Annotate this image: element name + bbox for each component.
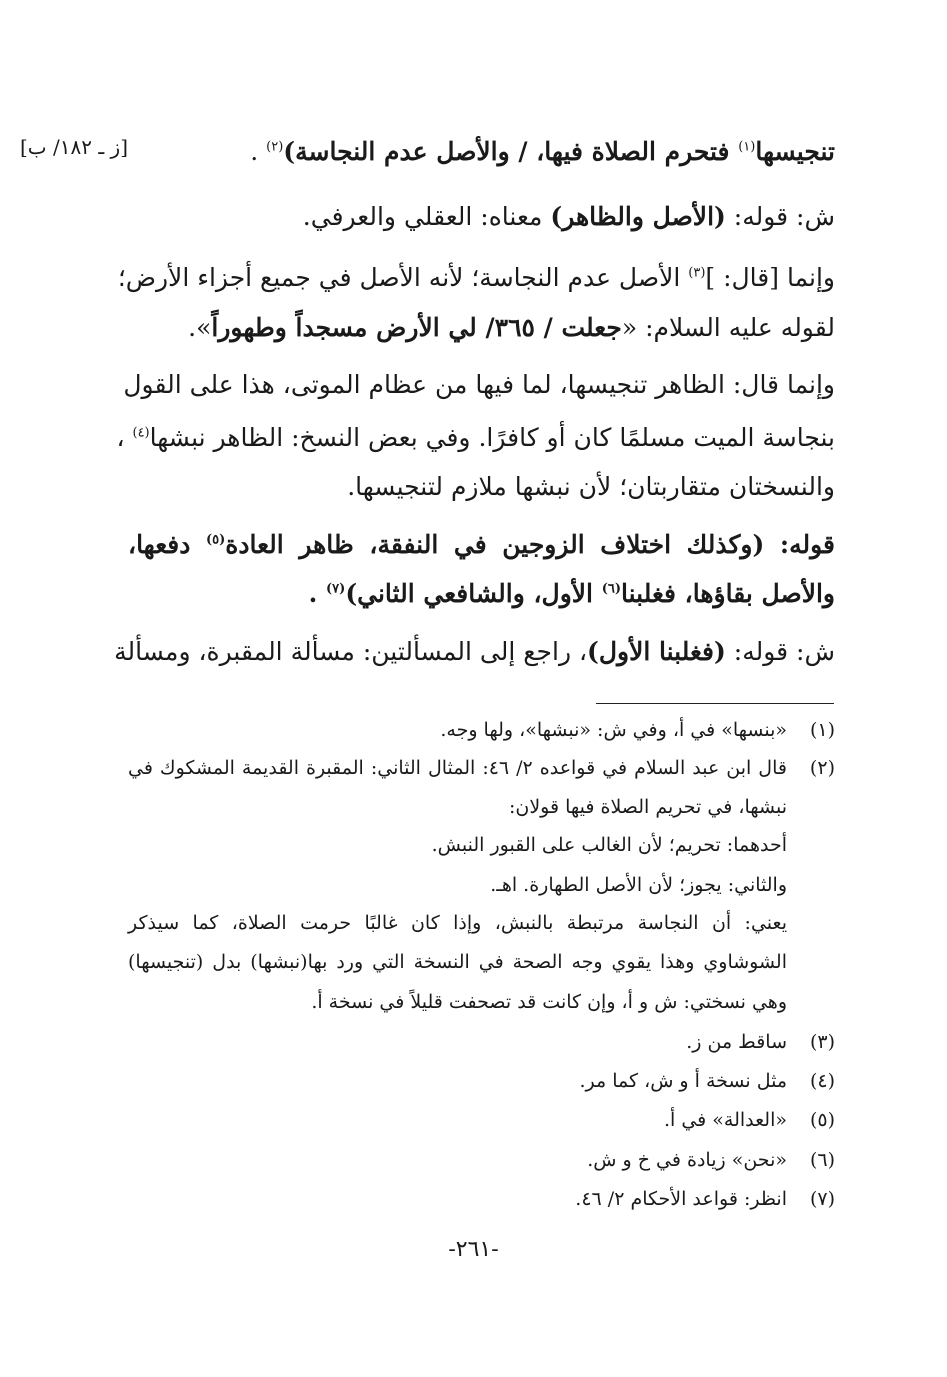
footnote-3 [128,1029,835,1055]
footnote-ref: (٤) [132,425,150,441]
footnote-2-line-3: أحدهما: تحريم؛ لأن الغالب على القبور النبش. [431,834,787,856]
footnote-2-line-4: والثاني: يجوز؛ لأن الأصل الطهارة. اهـ. [490,874,787,896]
text-span: ش: قوله: [725,202,835,231]
quoted-text: والأصل بقاؤها، فغلبنا [620,579,835,608]
quoted-text: تنجيسها [755,137,835,166]
footnote-2-line-5: يعني: أن النجاسة مرتبطة بالنبش، وإذا كان غالبًا حرمت الصلاة، كما سيذكر [128,912,787,934]
text-span: ، راجع إلى المسألتين: مسألة المقبرة، ومسألة [114,637,588,666]
quoted-text: (الأصل والظاهر) [550,202,726,231]
text-span: ، [116,423,133,452]
footnote-number: (٧) [809,1188,835,1210]
footnote-text: قال ابن عبد السلام في قواعده ٢/ ٤٦: المثال الثاني: المقبرة القديمة المشكوك في [128,757,787,779]
footnote-number: (٤) [809,1070,835,1092]
footnote-number: (٢) [809,757,835,779]
text-span: . [250,137,267,166]
quoted-text: فتحرم الصلاة فيها، / والأصل عدم النجاسة) [283,137,739,166]
footnote-ref: (٧) [326,581,346,597]
footnote-ref: (٢) [266,139,284,155]
text-line-8 [128,528,835,562]
quoted-text: (فغلبنا الأول) [587,637,726,666]
quoted-text: قوله: (وكذلك اختلاف الزوجين في النفقة، ظاهر العادة [225,530,835,559]
footnote-7 [128,1186,835,1212]
footnote-2 [128,755,835,781]
text-span: ». [188,313,212,342]
footnote-number: (٥) [809,1109,835,1131]
footnote-number: (٦) [809,1149,835,1171]
footnote-number: (١) [809,719,835,741]
footnote-separator [596,703,834,704]
text-line-10 [114,635,835,669]
footnote-2-line-7: وهي نسختي: ش و أ، وإن كانت قد تصحفت قليلاً في نسخة أ. [311,991,787,1013]
text-span: بنجاسة الميت مسلمًا كان أو كافرًا. وفي بعض النسخ: الظاهر نبشها [149,423,835,452]
text-line-1 [250,135,835,169]
text-line-4 [128,311,835,345]
footnote-text: «بنسها» في أ، وفي ش: «نبشها»، ولها وجه. [440,719,787,741]
text-line-3 [117,261,835,295]
footnote-ref: (٣) [688,265,706,281]
text-line-2 [128,200,835,234]
footnote-4 [128,1068,835,1094]
footnote-ref: (١) [738,139,756,155]
text-line-7: والنسختان متقاربتان؛ لأن نبشها ملازم لتنجيسها. [347,472,835,501]
footnote-1 [128,717,835,743]
footnote-number: (٣) [809,1031,835,1053]
text-span: ش: قوله: [725,637,835,666]
footnote-text: انظر: قواعد الأحكام ٢/ ٤٦. [575,1188,787,1210]
text-line-5: وإنما قال: الظاهر تنجيسها، لما فيها من عظام الموتى، هذا على القول [123,370,835,399]
text-line-9 [128,577,835,611]
footnote-text: ساقط من ز. [686,1031,787,1053]
footnote-5 [128,1107,835,1133]
quoted-text: الأول، والشافعي الثاني) [345,579,602,608]
text-line-6 [116,421,835,455]
footnote-2-line-6: الشوشاوي وهذا يقوي وجه الصحة في النسخة التي ورد بها(نبشها) بدل (تنجيسها) [128,951,787,973]
text-span: الأصل عدم النجاسة؛ لأنه الأصل في جميع أجزاء الأرض؛ [117,263,689,292]
footnote-text: «نحن» زيادة في خ و ش. [587,1149,787,1171]
footnote-text: مثل نسخة أ و ش، كما مر. [579,1070,787,1092]
text-span: وإنما [قال: ] [705,263,835,292]
footnote-ref: (٥) [205,532,226,548]
quoted-text: دفعها، [128,530,206,559]
page-number: -٢٦١- [448,1237,499,1262]
footnote-text: «العدالة» في أ. [663,1109,787,1131]
footnote-6 [128,1147,835,1173]
text-span: معناه: العقلي والعرفي. [302,202,551,231]
footnote-ref: (٦) [601,581,621,597]
manuscript-folio-reference: [ز ـ ١٨٢/ ب] [20,135,129,159]
footnote-2-line-2: نبشها، في تحريم الصلاة فيها قولان: [508,796,787,818]
text-span: لقوله عليه السلام: « [621,313,835,342]
hadith-text: جعلت / ٣٦٥/ لي الأرض مسجداً وطهوراً [211,313,622,342]
text-span: . [308,579,327,608]
